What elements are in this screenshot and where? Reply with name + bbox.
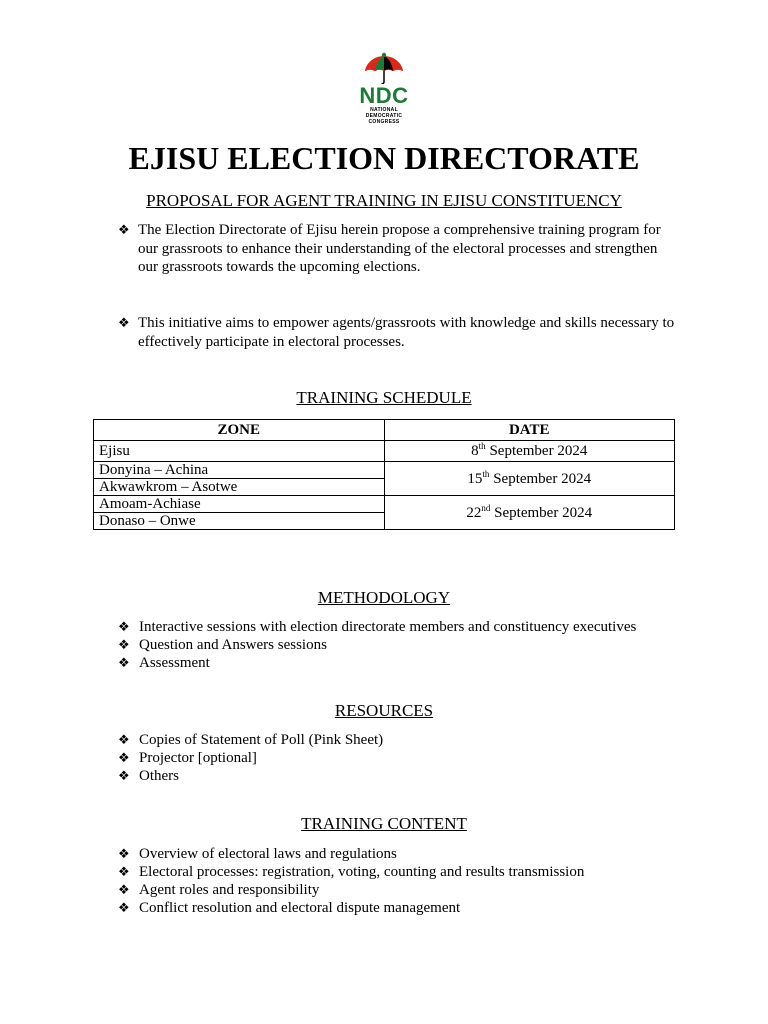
- list-item: ❖ Overview of electoral laws and regulations: [118, 846, 397, 862]
- bullet-icon: ❖: [118, 222, 130, 237]
- bullet-icon: ❖: [118, 619, 130, 634]
- methodology-heading: METHODOLOGY: [317, 588, 451, 607]
- bullet-icon: ❖: [118, 768, 130, 783]
- bullet-icon: ❖: [118, 637, 130, 652]
- table-row: [94, 441, 675, 462]
- methodology-list: [0, 618, 768, 672]
- table-row: [94, 462, 675, 479]
- bullet-icon: ❖: [118, 864, 130, 879]
- bullet-icon: ❖: [118, 900, 130, 915]
- intro-paragraph-1: The Election Directorate of Ejisu herein propose a comprehensive training program for our grassroots to enhance their understanding of the electoral processes and strengthen our grassroots towards the upcoming elections.: [138, 222, 661, 275]
- bullet-icon: ❖: [118, 315, 130, 330]
- list-item: ❖ Assessment: [118, 655, 210, 671]
- list-item: ❖ Copies of Statement of Poll (Pink Sheet): [118, 732, 384, 748]
- training-content-heading: TRAINING CONTENT: [301, 814, 467, 833]
- zone-cell: Donaso – Onwe: [94, 513, 385, 530]
- bullet-icon: ❖: [118, 882, 130, 897]
- logo-sub-2: DEMOCRATIC: [365, 113, 403, 119]
- zone-cell: Donyina – Achina: [94, 462, 385, 479]
- training-schedule-table: [93, 419, 675, 530]
- list-item: ❖ Projector [optional]: [118, 750, 257, 766]
- zone-cell: Akwawkrom – Asotwe: [94, 479, 385, 496]
- list-item: ❖ Electoral processes: registration, voting, counting and results transmission: [118, 864, 585, 880]
- resources-list: [0, 731, 768, 785]
- date-cell: 15th September 2024: [384, 462, 674, 496]
- table-header-row: [94, 420, 675, 441]
- list-item: ❖ Conflict resolution and electoral dispute management: [118, 900, 461, 916]
- bullet-icon: ❖: [118, 655, 130, 670]
- document-subtitle: PROPOSAL FOR AGENT TRAINING IN EJISU CONSTITUENCY: [146, 191, 622, 210]
- table-row: [94, 496, 675, 513]
- list-item: ❖ Others: [118, 768, 179, 784]
- intro-paragraph-2: This initiative aims to empower agents/grassroots with knowledge and skills necessary to effectively participate in electoral processes.: [138, 315, 675, 350]
- zone-column-header: ZONE: [94, 420, 385, 441]
- bullet-icon: ❖: [118, 750, 130, 765]
- schedule-heading: TRAINING SCHEDULE: [296, 388, 472, 407]
- bullet-icon: ❖: [118, 846, 130, 861]
- bullet-icon: ❖: [118, 732, 130, 747]
- date-column-header: DATE: [384, 420, 674, 441]
- ndc-logo: [346, 52, 422, 134]
- logo-text: NDC: [359, 83, 409, 108]
- training-content-list: [0, 845, 768, 917]
- umbrella-icon: [362, 52, 406, 84]
- zone-cell: Amoam-Achiase: [94, 496, 385, 513]
- date-cell: 22nd September 2024: [384, 496, 674, 530]
- logo-sub-3: CONGRESS: [368, 119, 400, 125]
- zone-cell: Ejisu: [94, 441, 385, 462]
- logo-sub-1: NATIONAL: [370, 107, 398, 113]
- list-item: ❖ Question and Answers sessions: [118, 637, 327, 653]
- document-title: EJISU ELECTION DIRECTORATE: [128, 140, 640, 176]
- list-item: ❖ Interactive sessions with election directorate members and constituency executives: [118, 619, 637, 635]
- date-cell: 8th September 2024: [384, 441, 674, 462]
- resources-heading: RESOURCES: [334, 701, 434, 720]
- list-item: ❖ Agent roles and responsibility: [118, 882, 320, 898]
